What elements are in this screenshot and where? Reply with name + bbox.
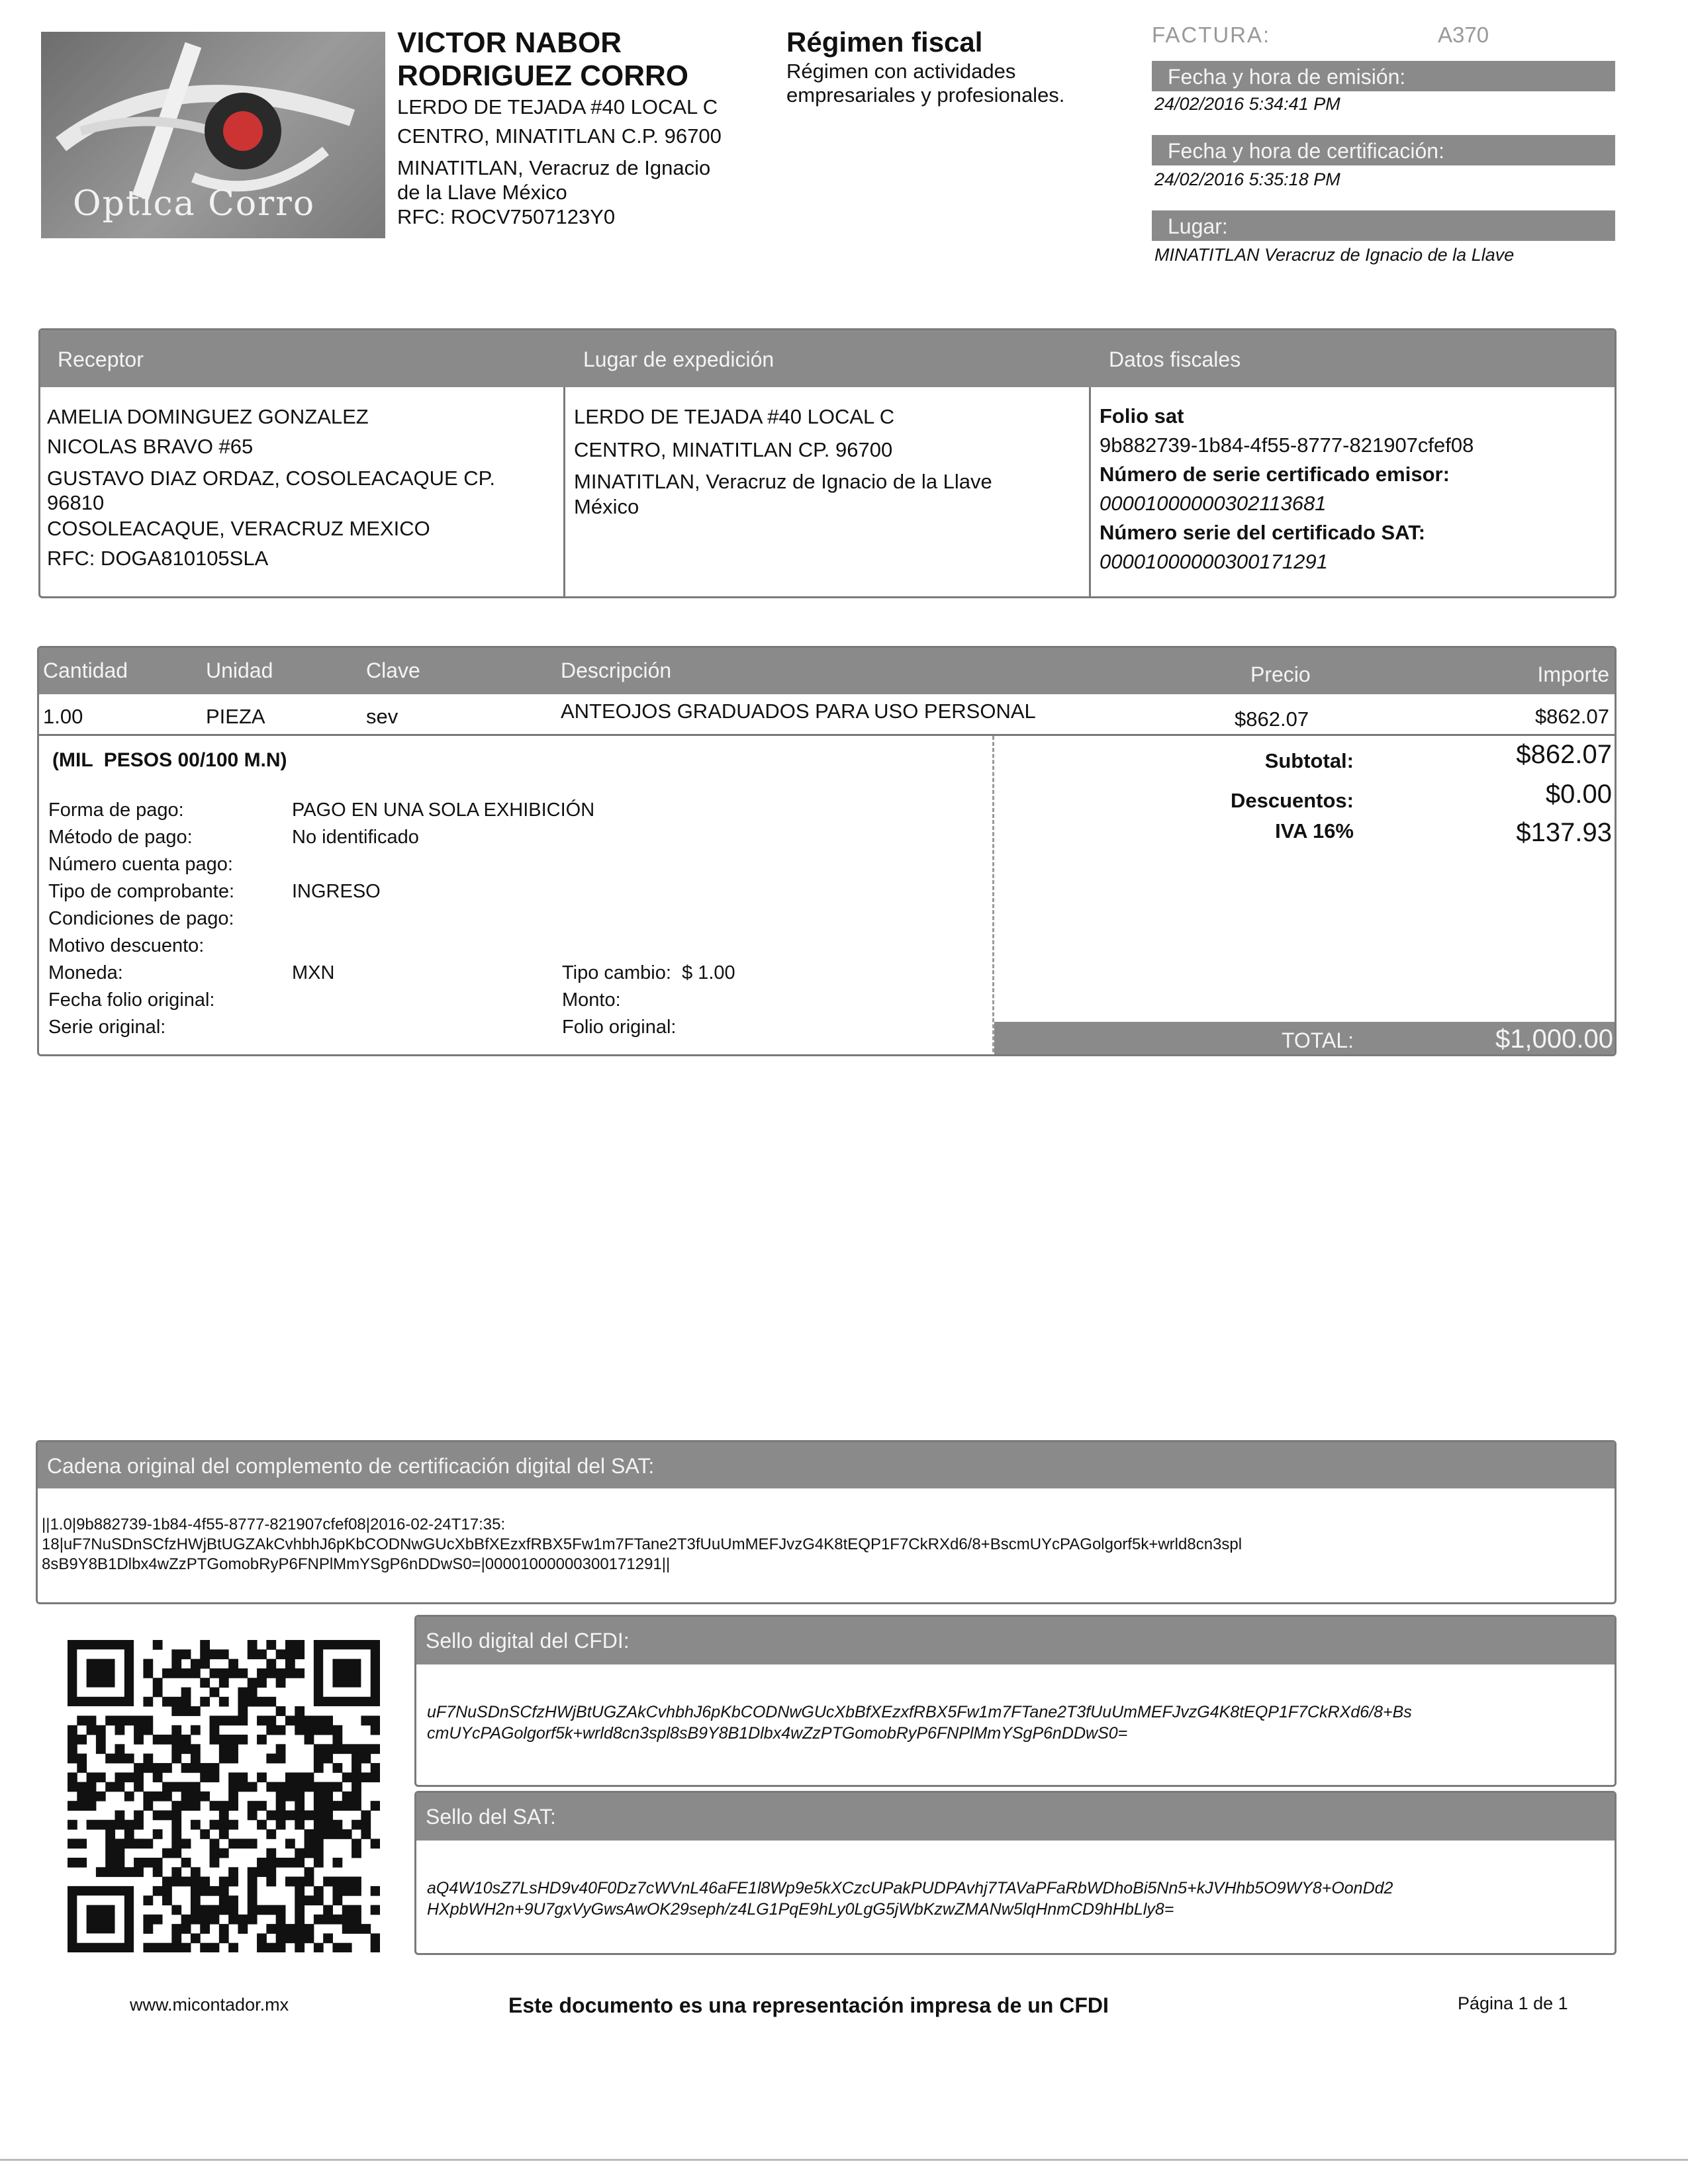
issuer-address-line: de la Llave México <box>397 181 567 204</box>
chain-line: 18|uF7NuSDnSCfzHWjBtUGZAkCvhbhJ6pKbCODNwGUcXbBfXEzxfRBX5Fw1m7FTane2T3fUuUmMEFJvzG4K8tEQP1F7CkRXd6/8+BscmUYcPAGolgorf5k+wrld8cn3spl <box>42 1535 1243 1553</box>
payment-label: Condiciones de pago: <box>48 908 234 929</box>
expedition-line: MINATITLAN, Veracruz de Ignacio de la Llave <box>574 470 992 493</box>
footer-page: Página 1 de 1 <box>1458 1993 1568 2013</box>
emisor-cert-label: Número de serie certificado emisor: <box>1100 463 1450 486</box>
cfdi-seal-line: uF7NuSDnSCfzHWjBtUGZAkCvhbhJ6pKbCODNwGUcXbBfXEzxfRBX5Fw1m7FTane2T3fUuUmMEFJvzG4K8tEQP1F7CkRXd6/8+Bs <box>427 1703 1412 1721</box>
regime-title: Régimen fiscal <box>786 26 983 58</box>
sat-cert-value: 00001000000300171291 <box>1100 550 1328 573</box>
footer-site: www.micontador.mx <box>130 1995 289 2015</box>
payment-value: INGRESO <box>292 881 381 902</box>
row-amount: $862.07 <box>1534 705 1609 728</box>
regime-block <box>786 25 1104 107</box>
payment-label: Forma de pago: <box>48 799 184 821</box>
chain-line: ||1.0|9b882739-1b84-4f55-8777-821907cfef08|2016-02-24T17:35: <box>42 1516 506 1533</box>
qr-code-icon <box>68 1640 380 1952</box>
sat-seal-text <box>427 1878 1393 1920</box>
chain-text <box>42 1515 1242 1574</box>
col-unit-header: Unidad <box>206 659 273 682</box>
row-unit: PIEZA <box>206 705 265 728</box>
cfdi-seal-line: cmUYcPAGolgorf5k+wrld8cn3spl8sB9Y8B1Dlbx4wZzPTGomobRyP6FNPlMmYSgP6nDDwS0= <box>427 1724 1128 1743</box>
original-folio-label: Folio original: <box>562 1017 677 1038</box>
payment-label: Método de pago: <box>48 827 193 848</box>
parties-section <box>38 328 1617 598</box>
issuer-block <box>397 26 768 230</box>
payment-label: Moneda: <box>48 962 123 983</box>
cfdi-seal-header: Sello digital del CFDI: <box>416 1617 1615 1664</box>
receptor-line: AMELIA DOMINGUEZ GONZALEZ <box>47 405 369 428</box>
payment-details <box>39 736 994 1056</box>
items-table <box>37 646 1617 1056</box>
issuer-name-line1: VICTOR NABOR <box>397 26 622 59</box>
payment-value <box>292 851 594 878</box>
regime-line: empresariales y profesionales. <box>786 83 1065 107</box>
row-desc: ANTEOJOS GRADUADOS PARA USO PERSONAL <box>561 700 1036 723</box>
chain-line: 8sB9Y8B1Dlbx4wZzPTGomobRyP6FNPlMmYSgP6nDDwS0=|00001000000300171291|| <box>42 1555 671 1573</box>
certification-datetime: 24/02/2016 5:35:18 PM <box>1154 169 1340 189</box>
payment-value: MXN <box>292 962 335 983</box>
payment-label: Fecha folio original: <box>48 989 215 1011</box>
folio-label: Folio sat <box>1100 404 1184 428</box>
payment-label: Motivo descuento: <box>48 935 205 956</box>
column-divider <box>1089 387 1091 598</box>
logo-text: Optica Corro <box>73 184 316 224</box>
company-logo <box>41 32 385 238</box>
discount-label: Descuentos: <box>1230 789 1354 812</box>
regime-line: Régimen con actividades <box>786 60 1016 83</box>
receptor-header: Receptor <box>58 347 144 371</box>
expedition-line: CENTRO, MINATITLAN CP. 96700 <box>574 438 893 461</box>
folio-value: 9b882739-1b84-4f55-8777-821907cfef08 <box>1100 433 1474 457</box>
iva-label: IVA 16% <box>1275 819 1354 842</box>
row-key: sev <box>366 705 399 728</box>
total-bar <box>994 1022 1617 1056</box>
amount-in-words: (MIL PESOS 00/100 M.N) <box>52 749 287 771</box>
expedition-line: México <box>574 495 639 518</box>
receptor-block <box>47 402 495 573</box>
payment-value: PAGO EN UNA SOLA EXHIBICIÓN <box>292 799 595 821</box>
sat-seal-section <box>414 1791 1617 1955</box>
payment-value: No identificado <box>292 827 419 848</box>
issuer-rfc: RFC: ROCV7507123Y0 <box>397 205 616 228</box>
row-price: $862.07 <box>1235 707 1309 731</box>
exchange-label: Tipo cambio: <box>562 962 671 983</box>
subtotal-label: Subtotal: <box>1264 749 1354 772</box>
emission-datetime: 24/02/2016 5:34:41 PM <box>1154 94 1340 114</box>
total-label: TOTAL: <box>1281 1028 1354 1052</box>
cfdi-seal-text <box>427 1702 1412 1744</box>
fiscal-header: Datos fiscales <box>1109 347 1241 371</box>
receptor-line: 96810 <box>47 491 105 514</box>
col-key-header: Clave <box>366 659 420 682</box>
sat-cert-label: Número serie del certificado SAT: <box>1100 521 1426 544</box>
totals-block <box>994 736 1617 1056</box>
payment-label: Número cuenta pago: <box>48 854 233 875</box>
issuer-address-line: CENTRO, MINATITLAN C.P. 96700 <box>397 124 722 148</box>
receptor-rfc: RFC: DOGA810105SLA <box>47 547 269 570</box>
exchange-value: $ 1.00 <box>682 962 735 983</box>
total-value: $1,000.00 <box>1495 1024 1613 1054</box>
certification-header: Fecha y hora de certificación: <box>1152 135 1615 165</box>
amount-label: Monto: <box>562 989 621 1011</box>
parties-header-bar <box>40 330 1615 387</box>
place-header: Lugar: <box>1152 210 1615 241</box>
payment-values <box>292 797 594 987</box>
payment-labels <box>48 797 234 1041</box>
col-amount-header: Importe <box>1537 662 1609 686</box>
col-desc-header: Descripción <box>561 659 672 682</box>
payment-label: Tipo de comprobante: <box>48 881 235 902</box>
exchange-block <box>562 960 735 1041</box>
payment-value <box>292 933 594 960</box>
footer-note: Este documento es una representación impresa de un CFDI <box>508 1993 1109 2017</box>
receptor-line: COSOLEACAQUE, VERACRUZ MEXICO <box>47 517 430 540</box>
emisor-cert-value: 00001000000302113681 <box>1100 492 1327 515</box>
column-divider <box>563 387 565 598</box>
sat-seal-line: HXpbWH2n+9U7gxVyGwsAwOK29seph/z4LG1PqE9hLy0LgG5jWbKzwZMANw5lqHnmCD9hHbLly8= <box>427 1900 1174 1919</box>
cfdi-seal-section <box>414 1615 1617 1787</box>
discount-value: $0.00 <box>1545 780 1612 809</box>
row-qty: 1.00 <box>43 705 83 728</box>
col-qty-header: Cantidad <box>43 659 128 682</box>
payment-value <box>292 905 594 933</box>
invoice-label: FACTURA: <box>1152 23 1271 47</box>
invoice-number: A370 <box>1438 23 1489 47</box>
expedition-header: Lugar de expedición <box>583 347 774 371</box>
expedition-line: LERDO DE TEJADA #40 LOCAL C <box>574 405 895 428</box>
receptor-line: GUSTAVO DIAZ ORDAZ, COSOLEACAQUE CP. <box>47 467 495 490</box>
emission-header: Fecha y hora de emisión: <box>1152 61 1615 91</box>
sat-seal-line: aQ4W10sZ7LsHD9v40F0Dz7cWVnL46aFE1l8Wp9e5kXCzcUPakPUDPAvhj7TAVaPFaRbWDhoBi5Nn5+kJVHhb5O9WY8+OonDd2 <box>427 1879 1393 1897</box>
fiscal-block <box>1100 402 1474 576</box>
original-chain-section <box>36 1440 1617 1604</box>
items-header-bar <box>39 648 1615 694</box>
table-row <box>39 694 1615 736</box>
iva-value: $137.93 <box>1516 818 1612 847</box>
place-value: MINATITLAN Veracruz de Ignacio de la Llave <box>1154 245 1515 265</box>
subtotal-value: $862.07 <box>1516 740 1612 769</box>
qr-code <box>68 1640 380 1952</box>
bottom-rule <box>0 2159 1688 2161</box>
expedition-block <box>574 400 992 517</box>
payment-label: Serie original: <box>48 1017 166 1038</box>
issuer-address-line: LERDO DE TEJADA #40 LOCAL C <box>397 95 718 118</box>
issuer-name-line2: RODRIGUEZ CORRO <box>397 60 688 92</box>
issuer-address-line: MINATITLAN, Veracruz de Ignacio <box>397 156 711 179</box>
chain-header: Cadena original del complemento de certificación digital del SAT: <box>38 1442 1615 1488</box>
sat-seal-header: Sello del SAT: <box>416 1793 1615 1841</box>
col-price-header: Precio <box>1250 662 1311 686</box>
receptor-line: NICOLAS BRAVO #65 <box>47 435 254 458</box>
